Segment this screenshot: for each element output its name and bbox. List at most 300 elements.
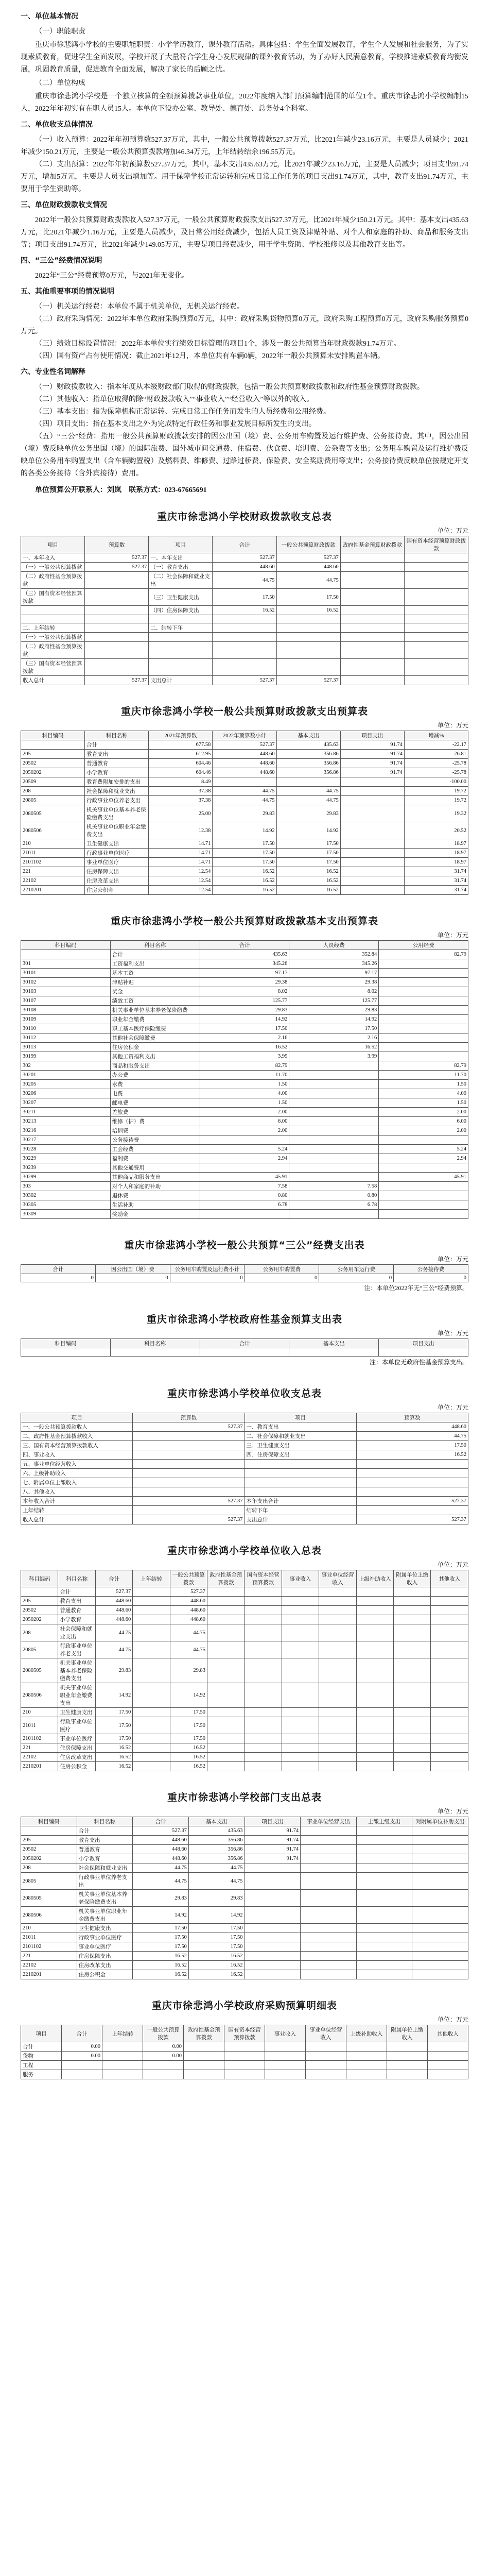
table-row xyxy=(21,969,468,978)
contact-line: 单位预算公开联系人：刘岚 联系方式：023-67665691 xyxy=(35,486,207,494)
table-header-cell: 公务用车运行费 xyxy=(319,1265,394,1274)
table-cell: 16.52 xyxy=(356,1450,468,1460)
table-row xyxy=(21,1432,468,1441)
table-cell: 30103 xyxy=(21,987,111,996)
table-cell xyxy=(200,1136,289,1145)
table-header-cell: 合计 xyxy=(133,1817,189,1826)
table-cell: 30217 xyxy=(21,1136,111,1145)
table-cell xyxy=(244,1487,356,1497)
budget-table xyxy=(21,731,468,895)
table-row xyxy=(21,987,468,996)
table-header-cell: 项目支出 xyxy=(379,1339,468,1348)
table-cell xyxy=(428,2070,468,2079)
table-cell xyxy=(431,1743,468,1753)
table-cell: 448.60 xyxy=(213,768,276,777)
table-cell: 356.86 xyxy=(188,1845,244,1854)
table-cell xyxy=(289,1089,379,1098)
table-cell: 行政事业单位养老支出 xyxy=(85,796,149,805)
table-header-cell: 科目名称 xyxy=(85,731,149,740)
table-cell xyxy=(319,1624,356,1641)
table-cell xyxy=(340,822,404,839)
section-heading-1: 一、单位基本情况 xyxy=(21,12,78,21)
table-cell: 工资福利支出 xyxy=(110,959,200,969)
paragraph-other-3: （三）绩效目标设置情况：2022年本单位实行绩效目标管理的项目1个，涉及一般公共预算当年财政拨款91.74万元。 xyxy=(35,340,401,348)
table-cell: 527.37 xyxy=(95,1587,132,1597)
table-header-cell: 其他收入 xyxy=(431,1570,468,1587)
paragraph-duties: 重庆市徐悲鸿小学校的主要职能职责：小学学历教育，课外教育活动。具体包括：学生全面发展教育，学生个人发展和社会服务，为了实现素质教育，促进学生全面发展，学校开展了大量符合学生身心发展规律的课外教育活动，为了办好人民满意教育，学校推进素质教育均衡发展，巩固教育质量，促进教育全面发展，解决了家长的后顾之忧。 xyxy=(21,41,468,74)
table-cell: 教育支出 xyxy=(77,1836,133,1845)
table-cell: 29.38 xyxy=(289,978,379,987)
table-cell: 6.78 xyxy=(289,1200,379,1210)
table-cell xyxy=(404,623,468,633)
table-cell: 0 xyxy=(21,1274,96,1282)
table-cell: 29.83 xyxy=(95,1658,132,1683)
table-cell xyxy=(394,1753,431,1762)
table-cell xyxy=(85,633,149,642)
table-cell xyxy=(276,633,340,642)
table-row xyxy=(21,1487,468,1497)
table-title: 重庆市徐悲鸿小学校政府采购预算明细表 xyxy=(151,2000,337,2011)
table-cell: 机关事业单位职业年金缴费支出 xyxy=(77,1907,133,1924)
table-cell: 91.74 xyxy=(340,740,404,750)
table-cell xyxy=(289,1163,379,1173)
table-cell: 208 xyxy=(21,787,85,796)
table-cell xyxy=(289,1154,379,1163)
table-cell: 205 xyxy=(21,1836,77,1845)
table-cell: 5.24 xyxy=(200,1145,289,1154)
table-cell xyxy=(21,740,85,750)
table-cell: 12.38 xyxy=(149,822,213,839)
table-cell: 527.37 xyxy=(133,1826,189,1836)
budget-table xyxy=(21,2025,468,2079)
table-cell xyxy=(340,777,404,787)
table-cell: 一、教育支出 xyxy=(244,1422,356,1432)
table-cell xyxy=(379,1136,468,1145)
table-header-cell: 公务用车购置费 xyxy=(244,1265,319,1274)
table-cell: 18.97 xyxy=(404,839,468,849)
table-cell xyxy=(282,1708,319,1717)
table-cell: -100.00 xyxy=(404,777,468,787)
table-cell: 支出总计 xyxy=(149,676,213,685)
table-cell: 37.38 xyxy=(149,787,213,796)
table-spacer xyxy=(21,1771,468,1775)
table-row xyxy=(21,1845,468,1854)
table-cell: 5.24 xyxy=(379,1145,468,1154)
table-row xyxy=(21,1497,468,1506)
table-header-cell: 科目名称 xyxy=(110,941,200,950)
table-row xyxy=(21,1117,468,1126)
table-cell: 16.52 xyxy=(133,1970,189,1979)
table-header-cell: 事业收入 xyxy=(265,2025,306,2042)
table-header-cell: 基本支出 xyxy=(188,1817,244,1826)
table-cell xyxy=(394,1615,431,1624)
table-cell: 一、本年支出 xyxy=(149,553,213,563)
table-cell: 17.50 xyxy=(133,1933,189,1942)
table-header-cell: 事业单位经营收入 xyxy=(319,1570,356,1587)
table-cell: 448.60 xyxy=(356,1422,468,1432)
table-cell: 30229 xyxy=(21,1154,111,1163)
table-cell xyxy=(289,1348,379,1357)
table-cell xyxy=(319,1683,356,1708)
table-cell xyxy=(289,1126,379,1136)
table-cell: 604.46 xyxy=(149,759,213,768)
table-cell xyxy=(244,1478,356,1487)
table-cell xyxy=(379,969,468,978)
table-header-cell: 上级补助收入 xyxy=(356,1570,393,1587)
table-cell xyxy=(431,1762,468,1771)
table-cell: 合计 xyxy=(58,1587,95,1597)
table-cell: 25.00 xyxy=(149,805,213,822)
table-cell xyxy=(207,1708,244,1717)
table-cell xyxy=(85,589,149,606)
table-header-cell: 2022年预算数小计 xyxy=(213,731,276,740)
table-cell: 小学教育 xyxy=(58,1615,95,1624)
table-cell xyxy=(356,1890,412,1907)
table-cell xyxy=(133,1762,170,1771)
table-header-cell: 项目 xyxy=(149,536,213,553)
table-cell xyxy=(412,1845,468,1854)
table-cell xyxy=(224,2042,265,2052)
subheading-duties: （一）职能职责 xyxy=(35,28,85,36)
table-unit: 单位：万元 xyxy=(437,1808,468,1815)
table-row xyxy=(21,1210,468,1219)
table-header-cell: 项目支出 xyxy=(244,1817,301,1826)
table-cell xyxy=(244,1743,282,1753)
table-cell: 44.75 xyxy=(276,796,340,805)
table-cell: 培训费 xyxy=(110,1126,200,1136)
table-cell: 教育支出 xyxy=(58,1597,95,1606)
paragraph-other-1: （一）机关运行经费：本单位不属于机关单位，无机关运行经费。 xyxy=(35,303,244,311)
table-cell xyxy=(356,1587,393,1597)
table-cell xyxy=(340,642,404,659)
table-cell xyxy=(379,1182,468,1191)
table-cell: 91.74 xyxy=(340,759,404,768)
table-cell: 津贴补贴 xyxy=(110,978,200,987)
table-cell xyxy=(133,1734,170,1743)
table-cell xyxy=(319,1658,356,1683)
table-cell: 职工基本医疗保险缴费 xyxy=(110,1024,200,1033)
table-cell: 2.00 xyxy=(379,1126,468,1136)
table-cell xyxy=(207,1658,244,1683)
table-cell: 2050202 xyxy=(21,768,85,777)
table-cell xyxy=(289,1173,379,1182)
table-cell: 邮电费 xyxy=(110,1098,200,1108)
table-cell: 17.50 xyxy=(200,1024,289,1033)
table-cell: 22102 xyxy=(21,876,85,886)
table-cell xyxy=(289,1136,379,1145)
table-header-cell: 事业单位经营收入 xyxy=(306,2025,346,2042)
table-row xyxy=(21,1460,468,1469)
table-cell: 16.52 xyxy=(170,1753,207,1762)
table-cell: 6.00 xyxy=(379,1117,468,1126)
table-row xyxy=(21,886,468,895)
table-title: 重庆市徐悲鸿小学校单位收入总表 xyxy=(167,1545,322,1556)
table-cell xyxy=(301,1933,357,1942)
table-cell: 0 xyxy=(319,1274,394,1282)
table-cell: 31.74 xyxy=(404,867,468,876)
table-cell: 20509 xyxy=(21,777,85,787)
table-cell: -25.78 xyxy=(404,768,468,777)
table-cell: 本年支出合计 xyxy=(244,1497,356,1506)
table-cell xyxy=(394,1734,431,1743)
table-cell: 30110 xyxy=(21,1024,111,1033)
table-cell: 14.92 xyxy=(170,1683,207,1708)
table-cell xyxy=(102,2052,143,2061)
table-cell xyxy=(394,1587,431,1597)
table-cell: 3.99 xyxy=(200,1052,289,1061)
table-cell xyxy=(340,589,404,606)
table-cell xyxy=(133,1587,170,1597)
table-cell: 527.37 xyxy=(133,1422,244,1432)
table-cell: 448.60 xyxy=(213,750,276,759)
table-cell: 21011 xyxy=(21,1717,58,1734)
table-cell: 14.71 xyxy=(149,839,213,849)
section-heading-5: 五、其他重要事项的情况说明 xyxy=(21,287,114,296)
table-cell: 1.50 xyxy=(379,1080,468,1089)
table-cell: 货物 xyxy=(21,2052,62,2061)
table-row xyxy=(21,1173,468,1182)
table-cell: 合计 xyxy=(77,1826,133,1836)
paragraph-fiscal: 2022年一般公共预算财政拨款收入527.37万元，一般公共预算财政拨款支出527.37万元，比2021年减少150.21万元。其中：基本支出435.63万元，比2021年减少1.16万元，主要是人员减少，及日常公用经费减少，包括人员工资及津贴补贴、对个人和家庭的补助、商品和服务支出等；项目支出91.74万元，比2021年减少149.05万元，主要是项目经费减少，用于学生资助、学校维修以及其他教育支出等。 xyxy=(21,216,468,249)
table-cell: 八、其他收入 xyxy=(21,1487,133,1497)
table-cell xyxy=(133,1506,244,1515)
table-cell: 结转下年 xyxy=(244,1506,356,1515)
table-cell: 维修（护）费 xyxy=(110,1117,200,1126)
table-cell xyxy=(85,572,149,589)
table-cell: 16.52 xyxy=(170,1743,207,1753)
table-cell: 电费 xyxy=(110,1089,200,1098)
table-cell: 1.50 xyxy=(379,1098,468,1108)
table-cell: 44.75 xyxy=(356,1432,468,1441)
table-cell: 44.75 xyxy=(95,1624,132,1641)
table-cell: 机关事业单位职业年金缴费支出 xyxy=(58,1683,95,1708)
table-row xyxy=(21,1450,468,1460)
table-row xyxy=(21,659,468,676)
table-cell: 其他交通费用 xyxy=(110,1163,200,1173)
table-spacer xyxy=(21,2079,468,2083)
table-header-cell: 公用经费 xyxy=(379,941,468,950)
table-header-cell: 基本支出 xyxy=(276,731,340,740)
table-cell: 29.83 xyxy=(213,805,276,822)
table-cell: 17.50 xyxy=(213,849,276,858)
table-cell xyxy=(133,1606,170,1615)
table-cell xyxy=(244,1708,282,1717)
table-cell xyxy=(102,2070,143,2079)
table-header-cell: 人员经费 xyxy=(289,941,379,950)
table-cell xyxy=(213,642,276,659)
table-cell xyxy=(85,615,149,623)
table-cell: 527.37 xyxy=(85,563,149,572)
table-cell: 448.60 xyxy=(133,1836,189,1845)
table-cell xyxy=(21,615,85,623)
table-cell: 16.52 xyxy=(95,1762,132,1771)
table-spacer xyxy=(21,1367,468,1371)
table-cell: 收入总计 xyxy=(21,1515,133,1524)
table-cell: 356.86 xyxy=(188,1836,244,1845)
table-cell: 3.99 xyxy=(289,1052,379,1061)
table-cell: 30211 xyxy=(21,1108,111,1117)
table-cell xyxy=(133,1743,170,1753)
table-cell: 16.52 xyxy=(170,1762,207,1771)
table-header-cell: 合计 xyxy=(200,1339,289,1348)
table-cell: 527.37 xyxy=(133,1515,244,1524)
table-header-cell: 合计 xyxy=(95,1570,132,1587)
table-cell xyxy=(301,1961,357,1970)
table-header-cell: 附属单位上缴收入 xyxy=(387,2025,428,2042)
table-cell xyxy=(319,1587,356,1597)
table-cell xyxy=(244,1469,356,1478)
table-cell: （一）教育支出 xyxy=(149,563,213,572)
table-cell: 44.75 xyxy=(276,572,340,589)
table-cell: 2.16 xyxy=(200,1033,289,1043)
budget-table xyxy=(21,1264,468,1282)
table-cell: 奖金 xyxy=(110,987,200,996)
table-cell: 0.00 xyxy=(143,2052,184,2061)
table-cell: 社会保障和就业支出 xyxy=(77,1863,133,1873)
table-cell xyxy=(412,1942,468,1952)
table-cell xyxy=(412,1970,468,1979)
table-cell xyxy=(340,796,404,805)
table-cell xyxy=(379,1200,468,1210)
table-cell xyxy=(431,1597,468,1606)
table-cell: 208 xyxy=(21,1624,58,1641)
table-cell: 11.70 xyxy=(379,1071,468,1080)
table-cell: 91.74 xyxy=(244,1836,301,1845)
table-title: 重庆市徐悲鸿小学校一般公共预算财政拨款基本支出预算表 xyxy=(110,916,378,927)
table-cell: 住房改革支出 xyxy=(58,1753,95,1762)
table-cell xyxy=(244,1762,282,1771)
table-row xyxy=(21,1136,468,1145)
table-cell xyxy=(244,1970,301,1979)
table-cell: 16.52 xyxy=(276,886,340,895)
table-cell xyxy=(244,1942,301,1952)
table-cell: 行政事业单位养老支出 xyxy=(58,1641,95,1658)
table-title: 重庆市徐悲鸿小学校一般公共预算“三公”经费支出表 xyxy=(124,1240,365,1251)
table-cell: （三）国有资本经营预算拨款 xyxy=(21,589,85,606)
table-cell: 221 xyxy=(21,867,85,876)
table-cell: 30101 xyxy=(21,969,111,978)
table-cell xyxy=(394,1717,431,1734)
table-cell xyxy=(356,1863,412,1873)
table-cell xyxy=(431,1606,468,1615)
table-cell xyxy=(213,623,276,633)
table-cell: 2.94 xyxy=(379,1154,468,1163)
table-header-cell: 公务接待费 xyxy=(394,1265,468,1274)
table-cell: 210 xyxy=(21,1708,58,1717)
table-cell: 17.50 xyxy=(133,1924,189,1933)
table-cell: （四）住房保障支出 xyxy=(149,606,213,615)
table-row xyxy=(21,1615,468,1624)
table-cell: 16.52 xyxy=(188,1952,244,1961)
table-cell: 604.46 xyxy=(149,768,213,777)
table-cell: （二）政府性基金预算拨款 xyxy=(21,642,85,659)
table-cell: 2210201 xyxy=(21,1762,58,1771)
table-cell xyxy=(244,1460,356,1469)
table-cell xyxy=(184,2042,224,2052)
budget-tables xyxy=(21,509,468,2083)
table-cell: 住房公积金 xyxy=(58,1762,95,1771)
table-cell xyxy=(412,1961,468,1970)
table-cell xyxy=(412,1873,468,1890)
table-cell xyxy=(133,1441,244,1450)
table-cell: 普通教育 xyxy=(77,1845,133,1854)
table-cell xyxy=(133,1683,170,1708)
table-row xyxy=(21,867,468,876)
table-cell: 221 xyxy=(21,1743,58,1753)
table-cell: 住房改革支出 xyxy=(77,1961,133,1970)
table-row xyxy=(21,1743,468,1753)
table-cell: 社会保障和就业支出 xyxy=(58,1624,95,1641)
table-cell xyxy=(301,1863,357,1873)
table-row xyxy=(21,1108,468,1117)
table-cell: 卫生健康支出 xyxy=(77,1924,133,1933)
table-row xyxy=(21,787,468,796)
table-cell: 356.86 xyxy=(276,768,340,777)
table-cell xyxy=(133,1432,244,1441)
table-cell xyxy=(356,1762,393,1771)
table-cell: 44.75 xyxy=(188,1863,244,1873)
table-cell: 本年收入合计 xyxy=(21,1497,133,1506)
table-row xyxy=(21,805,468,822)
table-cell: 345.26 xyxy=(200,959,289,969)
table-cell xyxy=(356,1961,412,1970)
table-cell: 44.75 xyxy=(170,1641,207,1658)
table-cell: 住房公积金 xyxy=(85,886,149,895)
table-cell xyxy=(387,2070,428,2079)
table-cell xyxy=(340,623,404,633)
table-cell xyxy=(356,1624,393,1641)
table-cell: 30299 xyxy=(21,1173,111,1182)
table-cell: 125.77 xyxy=(289,996,379,1006)
table-cell: 职业年金缴费 xyxy=(110,1015,200,1024)
table-cell xyxy=(394,1624,431,1641)
table-cell: 97.17 xyxy=(289,969,379,978)
table-cell: 合计 xyxy=(85,740,149,750)
table-cell xyxy=(244,1890,301,1907)
table-row xyxy=(21,1071,468,1080)
table-cell xyxy=(404,615,468,623)
table-cell xyxy=(244,1873,301,1890)
table-cell xyxy=(102,2042,143,2052)
table-cell xyxy=(356,1854,412,1863)
table-unit: 单位：万元 xyxy=(437,1256,468,1263)
table-cell: 16.52 xyxy=(276,876,340,886)
table-cell xyxy=(356,1845,412,1854)
table-cell: 七、附属单位上缴收入 xyxy=(21,1478,133,1487)
table-cell xyxy=(143,2061,184,2070)
table-cell: 22102 xyxy=(21,1753,58,1762)
table-cell: 435.63 xyxy=(276,740,340,750)
table-cell xyxy=(379,996,468,1006)
table-header-cell: 增减% xyxy=(404,731,468,740)
table-cell: 612.95 xyxy=(149,750,213,759)
table-unit: 单位：万元 xyxy=(437,722,468,729)
table-cell: 6.78 xyxy=(200,1200,289,1210)
paragraph-term-5: （五）“三公”经费：指用一般公共预算财政拨款安排的因公出国（境）费、公务用车购置及运行维护费、公务接待费。其中，因公出国（境）费反映单位公务出国（境）的国际旅费、国外城市间交通费、住宿费、伙食费、培训费、公杂费等支出；公务用车购置及运行维护费反映单位公务用车购置支出（含车辆购置税）及燃料费、维修费、过路过桥费、保险费、安全奖励费用等支出；公务接待费反映单位按规定开支的各类公务接待（含外宾接待）费用。 xyxy=(21,433,468,478)
table-row xyxy=(21,642,468,659)
table-cell xyxy=(133,1717,170,1734)
table-cell: 对个人和家庭的补助 xyxy=(110,1182,200,1191)
table-spacer xyxy=(21,1293,468,1297)
table-cell xyxy=(428,2052,468,2061)
table-cell xyxy=(319,1708,356,1717)
table-cell xyxy=(301,1836,357,1845)
table-cell xyxy=(244,1863,301,1873)
table-cell xyxy=(306,2052,346,2061)
table-cell: 210 xyxy=(21,1924,77,1933)
table-cell xyxy=(404,589,468,606)
table-row xyxy=(21,1182,468,1191)
